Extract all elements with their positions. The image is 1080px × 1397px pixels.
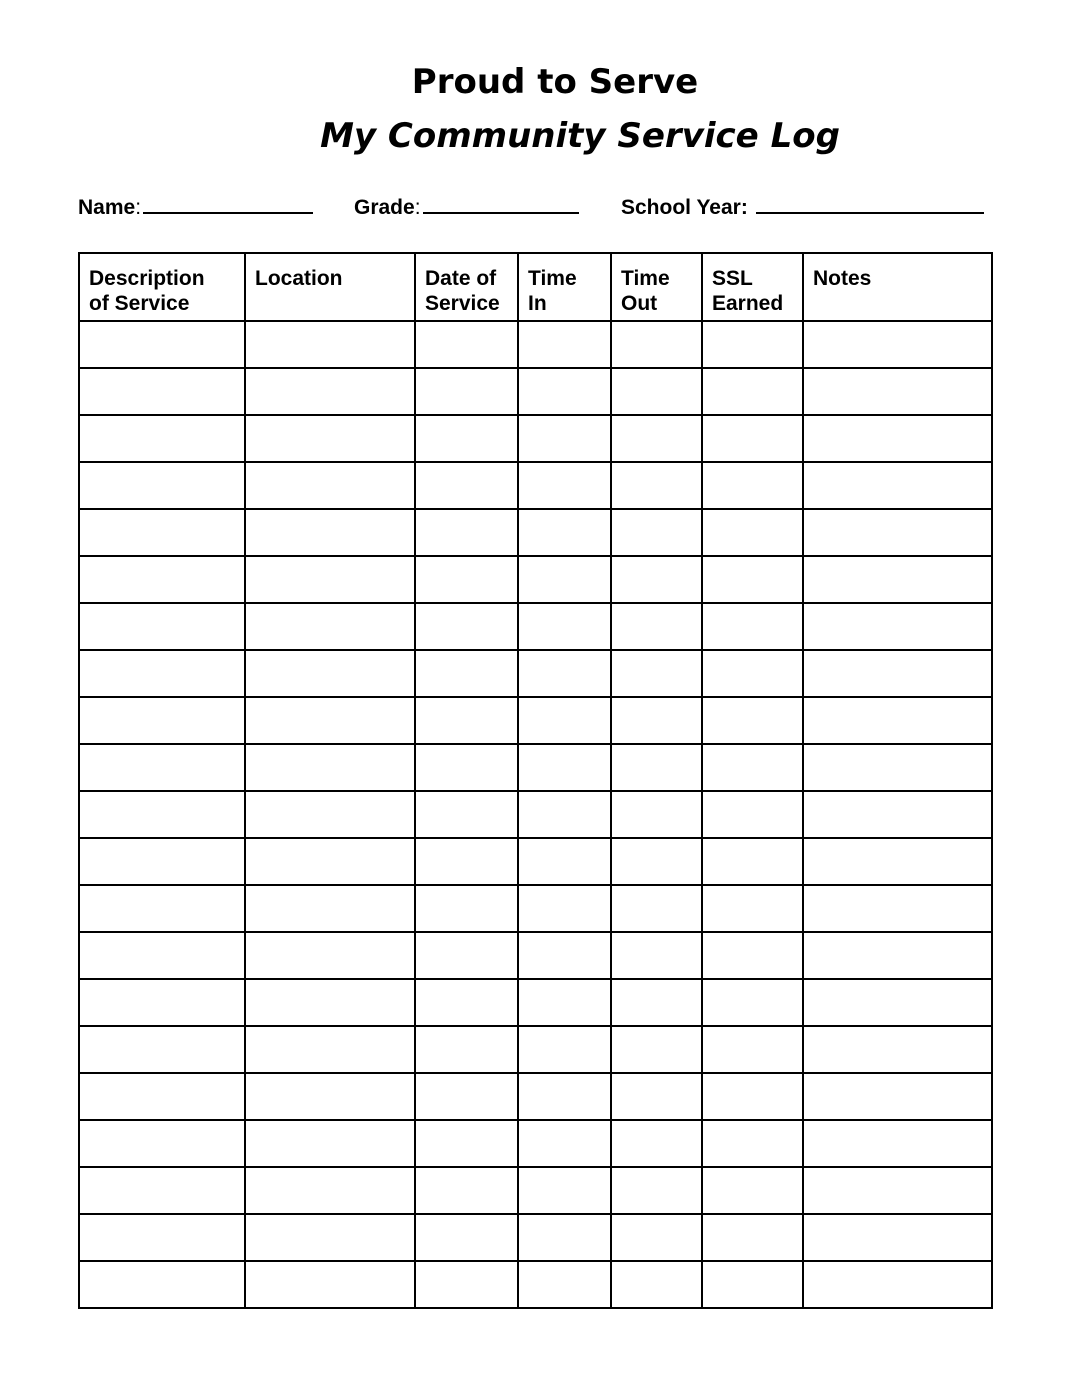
info-fields (0, 194, 1080, 226)
grade-blank-line[interactable] (423, 194, 579, 214)
cell-ssl-earned[interactable] (702, 744, 803, 791)
cell-location[interactable] (245, 321, 415, 368)
cell-description[interactable] (79, 321, 245, 368)
cell-time-out[interactable] (611, 603, 702, 650)
cell-time-in[interactable] (518, 1026, 611, 1073)
cell-location[interactable] (245, 791, 415, 838)
cell-time-out[interactable] (611, 838, 702, 885)
cell-time-out[interactable] (611, 462, 702, 509)
cell-notes[interactable] (803, 1214, 992, 1261)
cell-time-out[interactable] (611, 1167, 702, 1214)
table-row (79, 1073, 992, 1120)
table-row (79, 462, 992, 509)
column-header-description: Description of Service (79, 253, 245, 321)
cell-notes[interactable] (803, 1167, 992, 1214)
cell-date[interactable] (415, 1214, 518, 1261)
cell-notes[interactable] (803, 368, 992, 415)
cell-time-in[interactable] (518, 1167, 611, 1214)
cell-description[interactable] (79, 1167, 245, 1214)
cell-time-in[interactable] (518, 603, 611, 650)
table-row (79, 979, 992, 1026)
column-header-ssl-earned: SSL Earned (702, 253, 803, 321)
cell-notes[interactable] (803, 603, 992, 650)
table-row (79, 321, 992, 368)
service-log-table (78, 252, 993, 1309)
school-year-blank-line[interactable] (756, 194, 984, 214)
cell-date[interactable] (415, 321, 518, 368)
cell-time-out[interactable] (611, 979, 702, 1026)
cell-time-out[interactable] (611, 1261, 702, 1308)
cell-description[interactable] (79, 697, 245, 744)
cell-date[interactable] (415, 1026, 518, 1073)
cell-ssl-earned[interactable] (702, 462, 803, 509)
cell-time-in[interactable] (518, 650, 611, 697)
cell-notes[interactable] (803, 1073, 992, 1120)
cell-description[interactable] (79, 1026, 245, 1073)
cell-notes[interactable] (803, 321, 992, 368)
table-header-row (79, 253, 992, 321)
table-row (79, 415, 992, 462)
cell-date[interactable] (415, 650, 518, 697)
cell-description[interactable] (79, 1073, 245, 1120)
cell-location[interactable] (245, 650, 415, 697)
column-header-location: Location (245, 253, 415, 321)
cell-description[interactable] (79, 932, 245, 979)
cell-ssl-earned[interactable] (702, 932, 803, 979)
cell-description[interactable] (79, 979, 245, 1026)
grade-separator: : (414, 196, 421, 219)
column-header-notes: Notes (803, 253, 992, 321)
cell-time-out[interactable] (611, 1120, 702, 1167)
cell-time-out[interactable] (611, 509, 702, 556)
cell-ssl-earned[interactable] (702, 368, 803, 415)
cell-notes[interactable] (803, 885, 992, 932)
cell-time-in[interactable] (518, 1073, 611, 1120)
cell-date[interactable] (415, 697, 518, 744)
cell-time-out[interactable] (611, 368, 702, 415)
cell-ssl-earned[interactable] (702, 885, 803, 932)
cell-date[interactable] (415, 368, 518, 415)
cell-description[interactable] (79, 603, 245, 650)
cell-time-in[interactable] (518, 791, 611, 838)
cell-location[interactable] (245, 368, 415, 415)
cell-location[interactable] (245, 1261, 415, 1308)
table-row (79, 885, 992, 932)
cell-date[interactable] (415, 838, 518, 885)
table-body (79, 321, 992, 1308)
cell-notes[interactable] (803, 415, 992, 462)
cell-time-in[interactable] (518, 744, 611, 791)
cell-date[interactable] (415, 791, 518, 838)
cell-time-out[interactable] (611, 744, 702, 791)
table-row (79, 838, 992, 885)
cell-description[interactable] (79, 791, 245, 838)
cell-notes[interactable] (803, 462, 992, 509)
cell-ssl-earned[interactable] (702, 415, 803, 462)
cell-location[interactable] (245, 462, 415, 509)
cell-time-in[interactable] (518, 1120, 611, 1167)
cell-date[interactable] (415, 1261, 518, 1308)
cell-time-in[interactable] (518, 556, 611, 603)
table-row (79, 791, 992, 838)
cell-description[interactable] (79, 744, 245, 791)
cell-location[interactable] (245, 415, 415, 462)
cell-location[interactable] (245, 885, 415, 932)
cell-description[interactable] (79, 650, 245, 697)
cell-notes[interactable] (803, 1261, 992, 1308)
table-row (79, 1026, 992, 1073)
cell-time-in[interactable] (518, 415, 611, 462)
table-row (79, 744, 992, 791)
cell-description[interactable] (79, 415, 245, 462)
column-header-time-in: Time In (518, 253, 611, 321)
cell-date[interactable] (415, 556, 518, 603)
cell-description[interactable] (79, 556, 245, 603)
cell-time-out[interactable] (611, 650, 702, 697)
column-header-date: Date of Service (415, 253, 518, 321)
cell-location[interactable] (245, 556, 415, 603)
cell-time-in[interactable] (518, 885, 611, 932)
cell-date[interactable] (415, 415, 518, 462)
cell-notes[interactable] (803, 556, 992, 603)
cell-ssl-earned[interactable] (702, 979, 803, 1026)
cell-date[interactable] (415, 979, 518, 1026)
cell-time-out[interactable] (611, 932, 702, 979)
cell-notes[interactable] (803, 838, 992, 885)
cell-description[interactable] (79, 838, 245, 885)
cell-description[interactable] (79, 368, 245, 415)
cell-date[interactable] (415, 603, 518, 650)
cell-notes[interactable] (803, 697, 992, 744)
cell-time-in[interactable] (518, 932, 611, 979)
cell-location[interactable] (245, 1073, 415, 1120)
table-row (79, 697, 992, 744)
cell-location[interactable] (245, 697, 415, 744)
cell-time-out[interactable] (611, 556, 702, 603)
column-header-time-out: Time Out (611, 253, 702, 321)
cell-location[interactable] (245, 509, 415, 556)
school-year-field[interactable] (621, 194, 984, 220)
school-year-label: School Year (621, 196, 741, 219)
cell-location[interactable] (245, 603, 415, 650)
cell-time-in[interactable] (518, 321, 611, 368)
table-row (79, 650, 992, 697)
cell-time-out[interactable] (611, 415, 702, 462)
table-row (79, 556, 992, 603)
cell-time-out[interactable] (611, 885, 702, 932)
cell-date[interactable] (415, 462, 518, 509)
table-row (79, 1214, 992, 1261)
cell-notes[interactable] (803, 979, 992, 1026)
cell-description[interactable] (79, 885, 245, 932)
cell-description[interactable] (79, 462, 245, 509)
cell-location[interactable] (245, 932, 415, 979)
cell-time-in[interactable] (518, 979, 611, 1026)
cell-date[interactable] (415, 1073, 518, 1120)
cell-ssl-earned[interactable] (702, 1073, 803, 1120)
table-row (79, 603, 992, 650)
cell-location[interactable] (245, 979, 415, 1026)
cell-time-out[interactable] (611, 791, 702, 838)
cell-notes[interactable] (803, 1120, 992, 1167)
cell-time-in[interactable] (518, 368, 611, 415)
table-row (79, 1261, 992, 1308)
grade-field[interactable] (354, 194, 579, 220)
cell-description[interactable] (79, 1214, 245, 1261)
cell-ssl-earned[interactable] (702, 1261, 803, 1308)
cell-time-out[interactable] (611, 1214, 702, 1261)
name-label: Name (78, 196, 136, 219)
cell-date[interactable] (415, 1167, 518, 1214)
cell-time-out[interactable] (611, 321, 702, 368)
cell-date[interactable] (415, 1120, 518, 1167)
cell-time-in[interactable] (518, 697, 611, 744)
grade-label: Grade (354, 196, 415, 219)
cell-time-in[interactable] (518, 838, 611, 885)
cell-notes[interactable] (803, 744, 992, 791)
page-subtitle: My Community Service Log (320, 116, 840, 156)
cell-notes[interactable] (803, 650, 992, 697)
cell-date[interactable] (415, 932, 518, 979)
cell-ssl-earned[interactable] (702, 791, 803, 838)
table-row (79, 368, 992, 415)
table-row (79, 932, 992, 979)
cell-ssl-earned[interactable] (702, 509, 803, 556)
cell-notes[interactable] (803, 932, 992, 979)
cell-description[interactable] (79, 1261, 245, 1308)
cell-location[interactable] (245, 838, 415, 885)
name-separator: : (135, 196, 142, 219)
cell-date[interactable] (415, 744, 518, 791)
cell-location[interactable] (245, 1214, 415, 1261)
cell-ssl-earned[interactable] (702, 321, 803, 368)
cell-time-in[interactable] (518, 462, 611, 509)
school-year-separator: : (740, 196, 754, 219)
table-row (79, 1120, 992, 1167)
cell-ssl-earned[interactable] (702, 556, 803, 603)
name-field[interactable] (78, 194, 313, 220)
cell-time-in[interactable] (518, 509, 611, 556)
cell-date[interactable] (415, 509, 518, 556)
cell-ssl-earned[interactable] (702, 1120, 803, 1167)
cell-ssl-earned[interactable] (702, 650, 803, 697)
table-row (79, 1167, 992, 1214)
cell-ssl-earned[interactable] (702, 697, 803, 744)
cell-ssl-earned[interactable] (702, 1167, 803, 1214)
cell-ssl-earned[interactable] (702, 1214, 803, 1261)
cell-notes[interactable] (803, 509, 992, 556)
name-blank-line[interactable] (143, 194, 313, 214)
cell-location[interactable] (245, 1026, 415, 1073)
page-title: Proud to Serve (411, 62, 699, 102)
cell-time-out[interactable] (611, 697, 702, 744)
cell-description[interactable] (79, 1120, 245, 1167)
table-row (79, 509, 992, 556)
cell-description[interactable] (79, 509, 245, 556)
cell-ssl-earned[interactable] (702, 1026, 803, 1073)
cell-time-in[interactable] (518, 1261, 611, 1308)
cell-time-out[interactable] (611, 1026, 702, 1073)
cell-date[interactable] (415, 885, 518, 932)
cell-location[interactable] (245, 744, 415, 791)
cell-notes[interactable] (803, 791, 992, 838)
cell-time-out[interactable] (611, 1073, 702, 1120)
cell-time-in[interactable] (518, 1214, 611, 1261)
cell-location[interactable] (245, 1167, 415, 1214)
cell-notes[interactable] (803, 1026, 992, 1073)
cell-location[interactable] (245, 1120, 415, 1167)
cell-ssl-earned[interactable] (702, 838, 803, 885)
cell-ssl-earned[interactable] (702, 603, 803, 650)
